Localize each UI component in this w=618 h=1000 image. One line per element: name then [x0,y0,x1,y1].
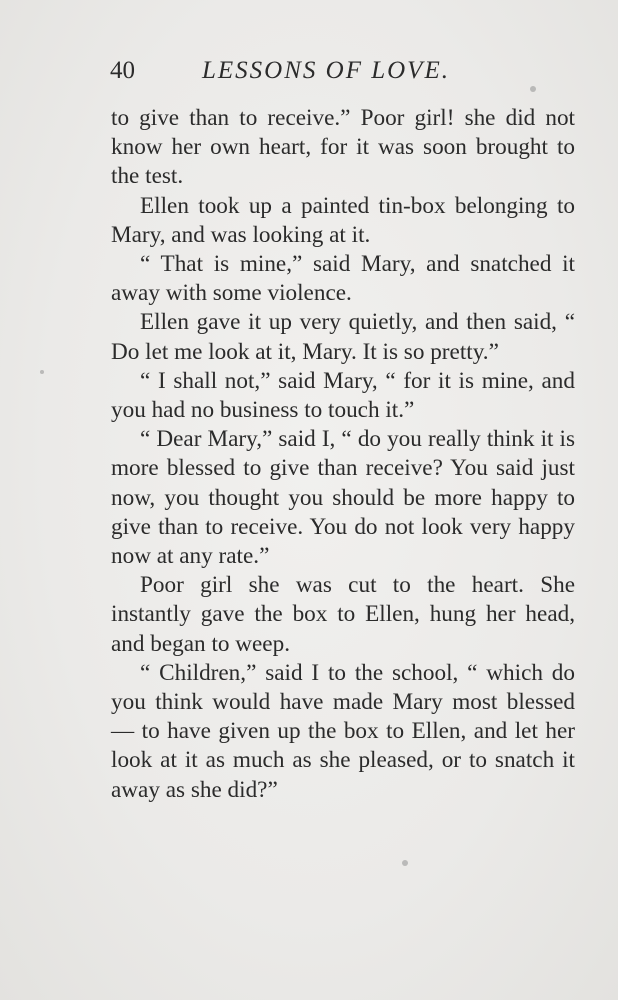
paragraph: Ellen gave it up very quietly, and then said, “ Do let me look at it, Mary. It is so pretty.” [111,309,575,365]
page-header [110,54,510,88]
paragraph: Poor girl she was cut to the heart. She instantly gave the box to Ellen, hung her head, and began to weep. [111,572,575,657]
paragraph: Ellen took up a painted tin-box belonging to Mary, and was looking at it. [111,192,575,248]
paragraph: “ Children,” said I to the school, “ which do you think would have made Mary most blessed — to have given up the box to Ellen, and let her look at it as much as she pleased, or to snatch it away as she did?” [111,659,575,803]
paper-speck [530,86,536,92]
paper-speck [402,860,408,866]
paper-speck [40,370,44,374]
paragraph: “ Dear Mary,” said I, “ do you really think it is more blessed to give than receive? You said just now, you thought you should be more happy to give than to receive. You do not look very happy now at any rate.” [111,426,575,570]
running-title: LESSONS OF LOVE. [202,57,450,84]
paragraph: “ That is mine,” said Mary, and snatched it away with some violence. [111,251,575,307]
body-text [111,104,575,805]
paragraph: to give than to receive.” Poor girl! she did not know her own heart, for it was soon brought to the test. [111,105,575,190]
paragraph: “ I shall not,” said Mary, “ for it is mine, and you had no business to touch it.” [111,367,575,424]
page-number: 40 [110,57,135,84]
